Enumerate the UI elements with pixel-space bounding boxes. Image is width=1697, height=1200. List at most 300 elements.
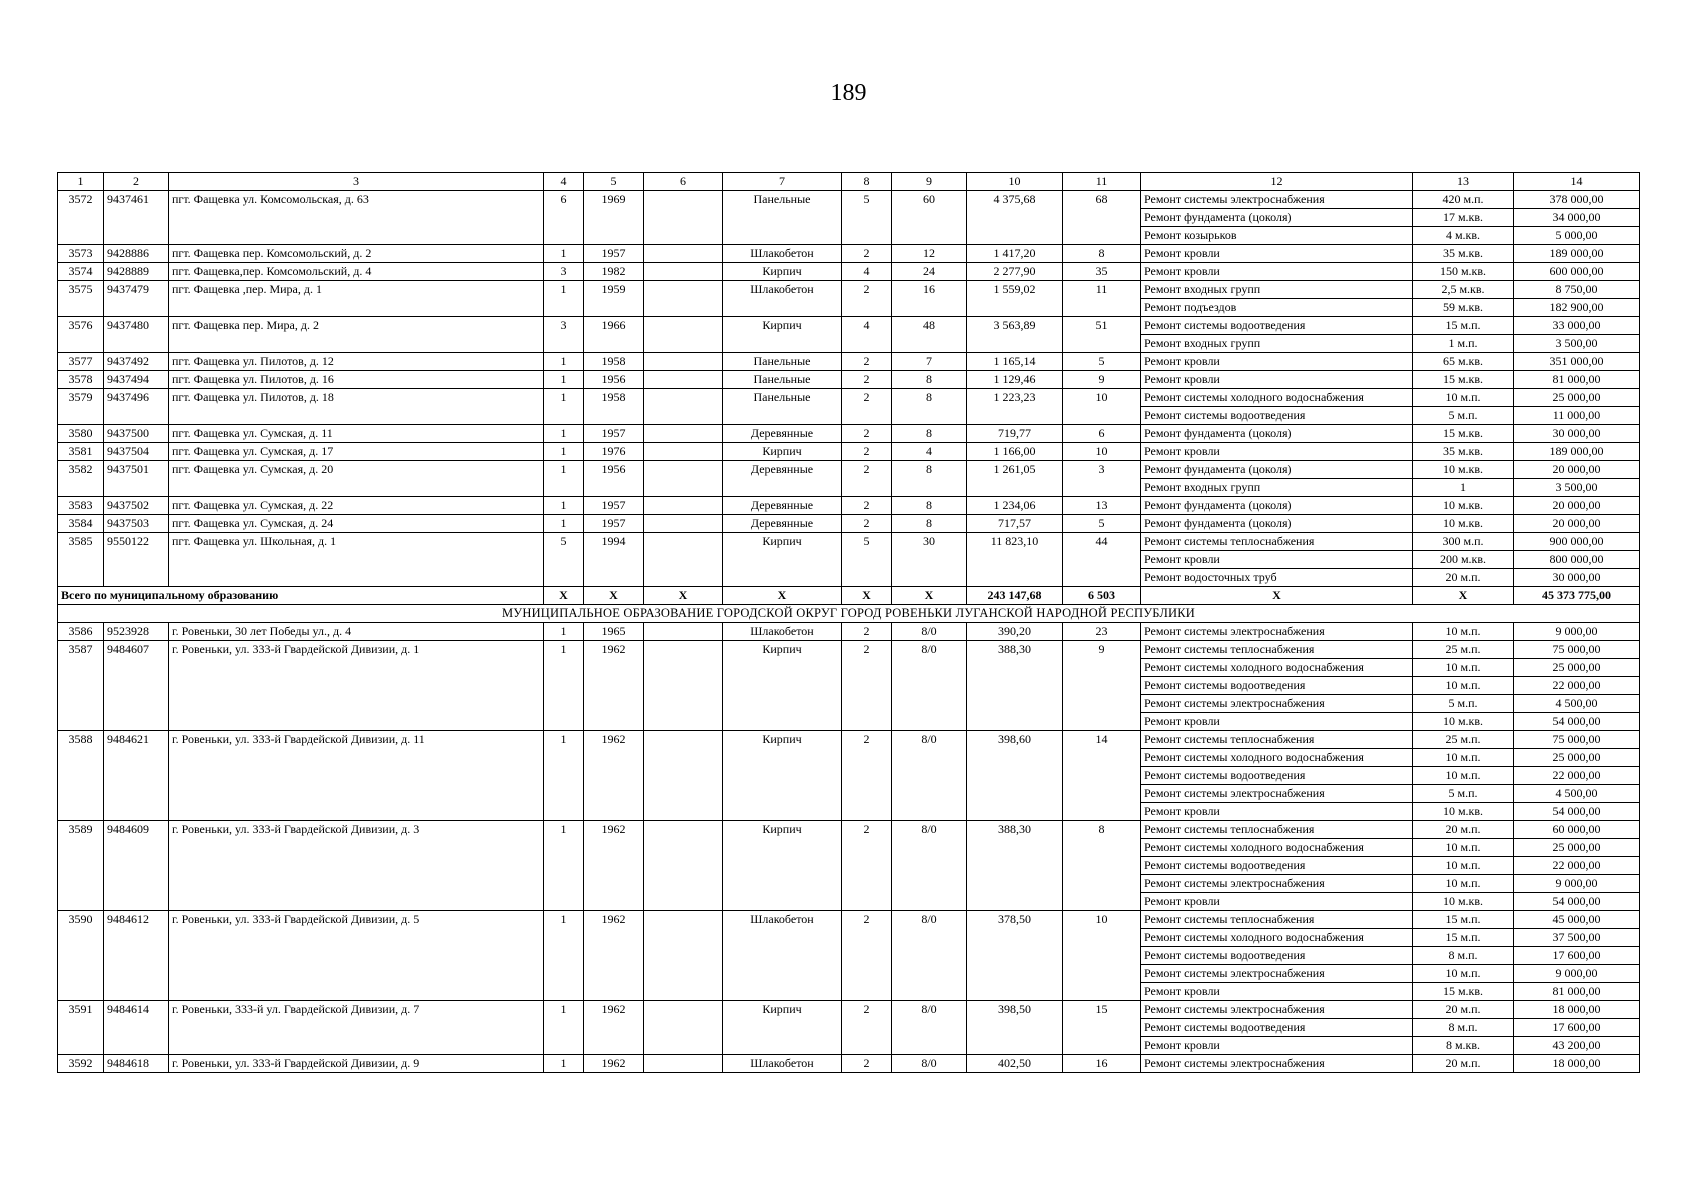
row-number: 3580 <box>58 425 104 443</box>
col-4-value: 1 <box>544 641 584 731</box>
column-number-row <box>58 173 1640 191</box>
section-header-row <box>58 605 1640 623</box>
work-type: Ремонт системы теплоснабжения <box>1141 821 1413 839</box>
table-row <box>58 623 1640 641</box>
residents-count: 35 <box>1063 263 1141 281</box>
work-quantity: 200 м.кв. <box>1413 551 1514 569</box>
column-header: 6 <box>644 173 723 191</box>
build-year: 1958 <box>584 389 644 425</box>
col-6-value <box>644 623 723 641</box>
work-cost: 9 000,00 <box>1514 965 1640 983</box>
work-cost: 4 500,00 <box>1514 785 1640 803</box>
col-9-value: 30 <box>892 533 967 587</box>
building-id: 9484621 <box>104 731 169 821</box>
total-col9: X <box>892 587 967 605</box>
building-address: пгт. Фащевка ул. Пилотов, д. 16 <box>169 371 544 389</box>
wall-material: Панельные <box>723 389 842 425</box>
col-9-value: 8 <box>892 497 967 515</box>
floors-count: 5 <box>842 191 892 245</box>
floors-count: 2 <box>842 461 892 497</box>
work-type: Ремонт кровли <box>1141 803 1413 821</box>
floors-count: 2 <box>842 353 892 371</box>
col-9-value: 8/0 <box>892 1055 967 1073</box>
building-address: пгт. Фащевка,пер. Комсомольский, д. 4 <box>169 263 544 281</box>
work-type: Ремонт кровли <box>1141 893 1413 911</box>
floors-count: 2 <box>842 389 892 425</box>
wall-material: Панельные <box>723 371 842 389</box>
work-type: Ремонт системы водоотведения <box>1141 1019 1413 1037</box>
residents-count: 10 <box>1063 911 1141 1001</box>
col-4-value: 1 <box>544 1001 584 1055</box>
build-year: 1962 <box>584 1001 644 1055</box>
total-area: 1 417,20 <box>967 245 1063 263</box>
row-number: 3585 <box>58 533 104 587</box>
col-4-value: 1 <box>544 281 584 317</box>
total-col8: X <box>842 587 892 605</box>
work-cost: 18 000,00 <box>1514 1001 1640 1019</box>
column-header: 5 <box>584 173 644 191</box>
col-9-value: 8 <box>892 461 967 497</box>
work-cost: 75 000,00 <box>1514 641 1640 659</box>
table-row <box>58 515 1640 533</box>
work-quantity: 4 м.кв. <box>1413 227 1514 245</box>
work-quantity: 8 м.п. <box>1413 1019 1514 1037</box>
wall-material: Шлакобетон <box>723 1055 842 1073</box>
residents-count: 3 <box>1063 461 1141 497</box>
building-address: пгт. Фащевка ул. Комсомольская, д. 63 <box>169 191 544 245</box>
work-cost: 9 000,00 <box>1514 623 1640 641</box>
work-type: Ремонт кровли <box>1141 371 1413 389</box>
row-number: 3577 <box>58 353 104 371</box>
building-id: 9484609 <box>104 821 169 911</box>
build-year: 1969 <box>584 191 644 245</box>
total-col6: X <box>644 587 723 605</box>
col-4-value: 1 <box>544 623 584 641</box>
table-row <box>58 443 1640 461</box>
work-type: Ремонт системы водоотведения <box>1141 407 1413 425</box>
work-cost: 3 500,00 <box>1514 335 1640 353</box>
table-row <box>58 533 1640 551</box>
col-9-value: 8/0 <box>892 641 967 731</box>
work-cost: 20 000,00 <box>1514 497 1640 515</box>
table-row <box>58 263 1640 281</box>
build-year: 1966 <box>584 317 644 353</box>
residents-count: 9 <box>1063 641 1141 731</box>
work-cost: 22 000,00 <box>1514 677 1640 695</box>
residents-count: 8 <box>1063 245 1141 263</box>
work-quantity: 59 м.кв. <box>1413 299 1514 317</box>
residents-count: 9 <box>1063 371 1141 389</box>
work-cost: 54 000,00 <box>1514 893 1640 911</box>
work-quantity: 25 м.п. <box>1413 641 1514 659</box>
work-cost: 189 000,00 <box>1514 443 1640 461</box>
work-quantity: 17 м.кв. <box>1413 209 1514 227</box>
floors-count: 2 <box>842 821 892 911</box>
wall-material: Кирпич <box>723 641 842 731</box>
wall-material: Деревянные <box>723 425 842 443</box>
table-row <box>58 353 1640 371</box>
floors-count: 4 <box>842 263 892 281</box>
table-row <box>58 317 1640 335</box>
work-type: Ремонт системы электроснабжения <box>1141 623 1413 641</box>
building-id: 9484618 <box>104 1055 169 1073</box>
build-year: 1957 <box>584 497 644 515</box>
table-row <box>58 371 1640 389</box>
total-col5: X <box>584 587 644 605</box>
wall-material: Шлакобетон <box>723 281 842 317</box>
work-cost: 81 000,00 <box>1514 983 1640 1001</box>
col-9-value: 48 <box>892 317 967 353</box>
work-quantity: 15 м.п. <box>1413 911 1514 929</box>
work-type: Ремонт входных групп <box>1141 281 1413 299</box>
work-cost: 5 000,00 <box>1514 227 1640 245</box>
row-number: 3581 <box>58 443 104 461</box>
work-type: Ремонт системы водоотведения <box>1141 767 1413 785</box>
work-cost: 11 000,00 <box>1514 407 1640 425</box>
build-year: 1959 <box>584 281 644 317</box>
wall-material: Панельные <box>723 353 842 371</box>
row-number: 3582 <box>58 461 104 497</box>
work-type: Ремонт фундамента (цоколя) <box>1141 515 1413 533</box>
total-col4: X <box>544 587 584 605</box>
col-9-value: 8 <box>892 425 967 443</box>
floors-count: 2 <box>842 731 892 821</box>
column-header: 7 <box>723 173 842 191</box>
col-9-value: 24 <box>892 263 967 281</box>
total-area: 388,30 <box>967 821 1063 911</box>
floors-count: 2 <box>842 623 892 641</box>
floors-count: 2 <box>842 641 892 731</box>
work-cost: 37 500,00 <box>1514 929 1640 947</box>
building-id: 9437501 <box>104 461 169 497</box>
build-year: 1962 <box>584 641 644 731</box>
building-address: пгт. Фащевка пер. Мира, д. 2 <box>169 317 544 353</box>
row-number: 3579 <box>58 389 104 425</box>
building-address: г. Ровеньки, ул. 333-й Гвардейской Дивизии, д. 3 <box>169 821 544 911</box>
work-quantity: 5 м.п. <box>1413 695 1514 713</box>
wall-material: Кирпич <box>723 1001 842 1055</box>
column-header: 3 <box>169 173 544 191</box>
residents-count: 13 <box>1063 497 1141 515</box>
work-cost: 17 600,00 <box>1514 947 1640 965</box>
building-id: 9484607 <box>104 641 169 731</box>
total-area: 1 129,46 <box>967 371 1063 389</box>
building-address: пгт. Фащевка ул. Пилотов, д. 12 <box>169 353 544 371</box>
building-id: 9484612 <box>104 911 169 1001</box>
row-number: 3576 <box>58 317 104 353</box>
col-4-value: 1 <box>544 353 584 371</box>
work-type: Ремонт подъездов <box>1141 299 1413 317</box>
build-year: 1957 <box>584 515 644 533</box>
building-id: 9437492 <box>104 353 169 371</box>
residents-count: 5 <box>1063 515 1141 533</box>
col-6-value <box>644 515 723 533</box>
wall-material: Кирпич <box>723 821 842 911</box>
work-quantity: 10 м.п. <box>1413 623 1514 641</box>
col-6-value <box>644 443 723 461</box>
work-type: Ремонт системы электроснабжения <box>1141 875 1413 893</box>
col-4-value: 6 <box>544 191 584 245</box>
col-6-value <box>644 533 723 587</box>
work-quantity: 150 м.кв. <box>1413 263 1514 281</box>
work-quantity: 10 м.кв. <box>1413 497 1514 515</box>
work-cost: 81 000,00 <box>1514 371 1640 389</box>
work-cost: 182 900,00 <box>1514 299 1640 317</box>
work-cost: 3 500,00 <box>1514 479 1640 497</box>
building-id: 9437494 <box>104 371 169 389</box>
row-number: 3591 <box>58 1001 104 1055</box>
building-id: 9550122 <box>104 533 169 587</box>
building-id: 9484614 <box>104 1001 169 1055</box>
row-number: 3578 <box>58 371 104 389</box>
column-header: 8 <box>842 173 892 191</box>
work-quantity: 10 м.п. <box>1413 857 1514 875</box>
total-area: 402,50 <box>967 1055 1063 1073</box>
work-cost: 25 000,00 <box>1514 389 1640 407</box>
work-cost: 8 750,00 <box>1514 281 1640 299</box>
work-type: Ремонт системы теплоснабжения <box>1141 641 1413 659</box>
total-area: 11 823,10 <box>967 533 1063 587</box>
work-quantity: 300 м.п. <box>1413 533 1514 551</box>
row-number: 3588 <box>58 731 104 821</box>
work-quantity: 20 м.п. <box>1413 821 1514 839</box>
build-year: 1962 <box>584 731 644 821</box>
wall-material: Кирпич <box>723 731 842 821</box>
total-work: X <box>1141 587 1413 605</box>
building-id: 9437504 <box>104 443 169 461</box>
work-type: Ремонт фундамента (цоколя) <box>1141 497 1413 515</box>
work-quantity: 8 м.п. <box>1413 947 1514 965</box>
work-type: Ремонт системы водоотведения <box>1141 317 1413 335</box>
work-cost: 378 000,00 <box>1514 191 1640 209</box>
floors-count: 5 <box>842 533 892 587</box>
build-year: 1956 <box>584 461 644 497</box>
col-4-value: 1 <box>544 821 584 911</box>
column-header: 2 <box>104 173 169 191</box>
column-header: 11 <box>1063 173 1141 191</box>
work-quantity: 15 м.п. <box>1413 929 1514 947</box>
building-address: г. Ровеньки, ул. 333-й Гвардейской Дивизии, д. 1 <box>169 641 544 731</box>
row-number: 3575 <box>58 281 104 317</box>
total-area: 398,50 <box>967 1001 1063 1055</box>
total-label: Всего по муниципальному образованию <box>58 587 544 605</box>
col-6-value <box>644 461 723 497</box>
col-4-value: 1 <box>544 245 584 263</box>
work-quantity: 10 м.кв. <box>1413 461 1514 479</box>
row-number: 3573 <box>58 245 104 263</box>
page-number: 189 <box>830 80 867 106</box>
total-qty: X <box>1413 587 1514 605</box>
work-type: Ремонт кровли <box>1141 443 1413 461</box>
total-area: 1 261,05 <box>967 461 1063 497</box>
work-cost: 18 000,00 <box>1514 1055 1640 1073</box>
table-row <box>58 389 1640 407</box>
floors-count: 4 <box>842 317 892 353</box>
work-type: Ремонт входных групп <box>1141 479 1413 497</box>
wall-material: Деревянные <box>723 497 842 515</box>
work-cost: 900 000,00 <box>1514 533 1640 551</box>
col-4-value: 1 <box>544 389 584 425</box>
residents-count: 16 <box>1063 1055 1141 1073</box>
work-cost: 189 000,00 <box>1514 245 1640 263</box>
work-type: Ремонт кровли <box>1141 263 1413 281</box>
wall-material: Шлакобетон <box>723 245 842 263</box>
work-type: Ремонт системы электроснабжения <box>1141 1001 1413 1019</box>
work-quantity: 10 м.п. <box>1413 875 1514 893</box>
work-type: Ремонт фундамента (цоколя) <box>1141 209 1413 227</box>
work-cost: 43 200,00 <box>1514 1037 1640 1055</box>
column-header: 10 <box>967 173 1063 191</box>
row-number: 3592 <box>58 1055 104 1073</box>
building-id: 9437496 <box>104 389 169 425</box>
building-id: 9428889 <box>104 263 169 281</box>
work-quantity: 25 м.п. <box>1413 731 1514 749</box>
building-id: 9437502 <box>104 497 169 515</box>
col-6-value <box>644 1055 723 1073</box>
floors-count: 2 <box>842 281 892 317</box>
work-type: Ремонт системы теплоснабжения <box>1141 533 1413 551</box>
work-type: Ремонт системы холодного водоснабжения <box>1141 389 1413 407</box>
building-id: 9437461 <box>104 191 169 245</box>
building-address: пгт. Фащевка ул. Сумская, д. 24 <box>169 515 544 533</box>
work-cost: 25 000,00 <box>1514 749 1640 767</box>
building-id: 9437480 <box>104 317 169 353</box>
work-type: Ремонт системы холодного водоснабжения <box>1141 839 1413 857</box>
residents-count: 11 <box>1063 281 1141 317</box>
residents-count: 44 <box>1063 533 1141 587</box>
row-number: 3572 <box>58 191 104 245</box>
wall-material: Панельные <box>723 191 842 245</box>
building-id: 9428886 <box>104 245 169 263</box>
col-6-value <box>644 245 723 263</box>
table-row <box>58 497 1640 515</box>
table-row <box>58 191 1640 209</box>
residents-count: 6 <box>1063 425 1141 443</box>
table-row <box>58 425 1640 443</box>
repair-program-table <box>57 172 1640 1073</box>
col-9-value: 12 <box>892 245 967 263</box>
table-row <box>58 461 1640 479</box>
building-address: пгт. Фащевка ул. Сумская, д. 22 <box>169 497 544 515</box>
col-9-value: 60 <box>892 191 967 245</box>
residents-count: 15 <box>1063 1001 1141 1055</box>
building-id: 9437479 <box>104 281 169 317</box>
col-4-value: 1 <box>544 1055 584 1073</box>
total-residents: 6 503 <box>1063 587 1141 605</box>
work-type: Ремонт системы электроснабжения <box>1141 1055 1413 1073</box>
total-cost: 45 373 775,00 <box>1514 587 1640 605</box>
wall-material: Кирпич <box>723 443 842 461</box>
col-4-value: 1 <box>544 461 584 497</box>
work-quantity: 8 м.кв. <box>1413 1037 1514 1055</box>
col-9-value: 4 <box>892 443 967 461</box>
work-cost: 25 000,00 <box>1514 659 1640 677</box>
floors-count: 2 <box>842 1001 892 1055</box>
work-quantity: 20 м.п. <box>1413 1001 1514 1019</box>
work-quantity: 15 м.кв. <box>1413 425 1514 443</box>
work-cost: 33 000,00 <box>1514 317 1640 335</box>
work-cost: 22 000,00 <box>1514 857 1640 875</box>
work-quantity: 10 м.кв. <box>1413 893 1514 911</box>
total-area: 243 147,68 <box>967 587 1063 605</box>
building-address: г. Ровеньки, 333-й ул. Гвардейской Дивизии, д. 7 <box>169 1001 544 1055</box>
work-cost: 9 000,00 <box>1514 875 1640 893</box>
col-9-value: 8 <box>892 371 967 389</box>
work-quantity: 10 м.кв. <box>1413 803 1514 821</box>
col-6-value <box>644 317 723 353</box>
building-id: 9523928 <box>104 623 169 641</box>
total-area: 1 166,00 <box>967 443 1063 461</box>
work-type: Ремонт системы теплоснабжения <box>1141 731 1413 749</box>
work-cost: 17 600,00 <box>1514 1019 1640 1037</box>
row-number: 3586 <box>58 623 104 641</box>
build-year: 1965 <box>584 623 644 641</box>
work-cost: 25 000,00 <box>1514 839 1640 857</box>
col-4-value: 1 <box>544 443 584 461</box>
column-header: 13 <box>1413 173 1514 191</box>
floors-count: 2 <box>842 1055 892 1073</box>
table-row <box>58 245 1640 263</box>
building-address: г. Ровеньки, ул. 333-й Гвардейской Дивизии, д. 9 <box>169 1055 544 1073</box>
work-quantity: 1 <box>1413 479 1514 497</box>
residents-count: 10 <box>1063 389 1141 425</box>
work-quantity: 10 м.п. <box>1413 965 1514 983</box>
work-quantity: 35 м.кв. <box>1413 443 1514 461</box>
building-address: г. Ровеньки, 30 лет Победы ул., д. 4 <box>169 623 544 641</box>
row-number: 3574 <box>58 263 104 281</box>
work-quantity: 10 м.п. <box>1413 839 1514 857</box>
total-area: 717,57 <box>967 515 1063 533</box>
building-address: г. Ровеньки, ул. 333-й Гвардейской Дивизии, д. 11 <box>169 731 544 821</box>
table-row <box>58 911 1640 929</box>
total-area: 3 563,89 <box>967 317 1063 353</box>
col-9-value: 8 <box>892 515 967 533</box>
work-quantity: 5 м.п. <box>1413 407 1514 425</box>
work-type: Ремонт системы электроснабжения <box>1141 965 1413 983</box>
wall-material: Кирпич <box>723 263 842 281</box>
work-type: Ремонт системы электроснабжения <box>1141 785 1413 803</box>
col-9-value: 8 <box>892 389 967 425</box>
residents-count: 5 <box>1063 353 1141 371</box>
total-area: 4 375,68 <box>967 191 1063 245</box>
work-cost: 20 000,00 <box>1514 461 1640 479</box>
build-year: 1956 <box>584 371 644 389</box>
total-area: 378,50 <box>967 911 1063 1001</box>
build-year: 1962 <box>584 911 644 1001</box>
work-type: Ремонт фундамента (цоколя) <box>1141 425 1413 443</box>
table-row <box>58 281 1640 299</box>
work-type: Ремонт кровли <box>1141 551 1413 569</box>
work-cost: 800 000,00 <box>1514 551 1640 569</box>
work-quantity: 15 м.кв. <box>1413 371 1514 389</box>
col-6-value <box>644 731 723 821</box>
building-id: 9437500 <box>104 425 169 443</box>
col-6-value <box>644 191 723 245</box>
total-area: 1 165,14 <box>967 353 1063 371</box>
col-9-value: 7 <box>892 353 967 371</box>
work-cost: 54 000,00 <box>1514 803 1640 821</box>
building-id: 9437503 <box>104 515 169 533</box>
work-type: Ремонт кровли <box>1141 983 1413 1001</box>
work-type: Ремонт козырьков <box>1141 227 1413 245</box>
work-type: Ремонт системы водоотведения <box>1141 947 1413 965</box>
total-area: 1 234,06 <box>967 497 1063 515</box>
work-type: Ремонт кровли <box>1141 353 1413 371</box>
residents-count: 10 <box>1063 443 1141 461</box>
work-cost: 75 000,00 <box>1514 731 1640 749</box>
wall-material: Кирпич <box>723 317 842 353</box>
building-address: пгт. Фащевка ул. Пилотов, д. 18 <box>169 389 544 425</box>
